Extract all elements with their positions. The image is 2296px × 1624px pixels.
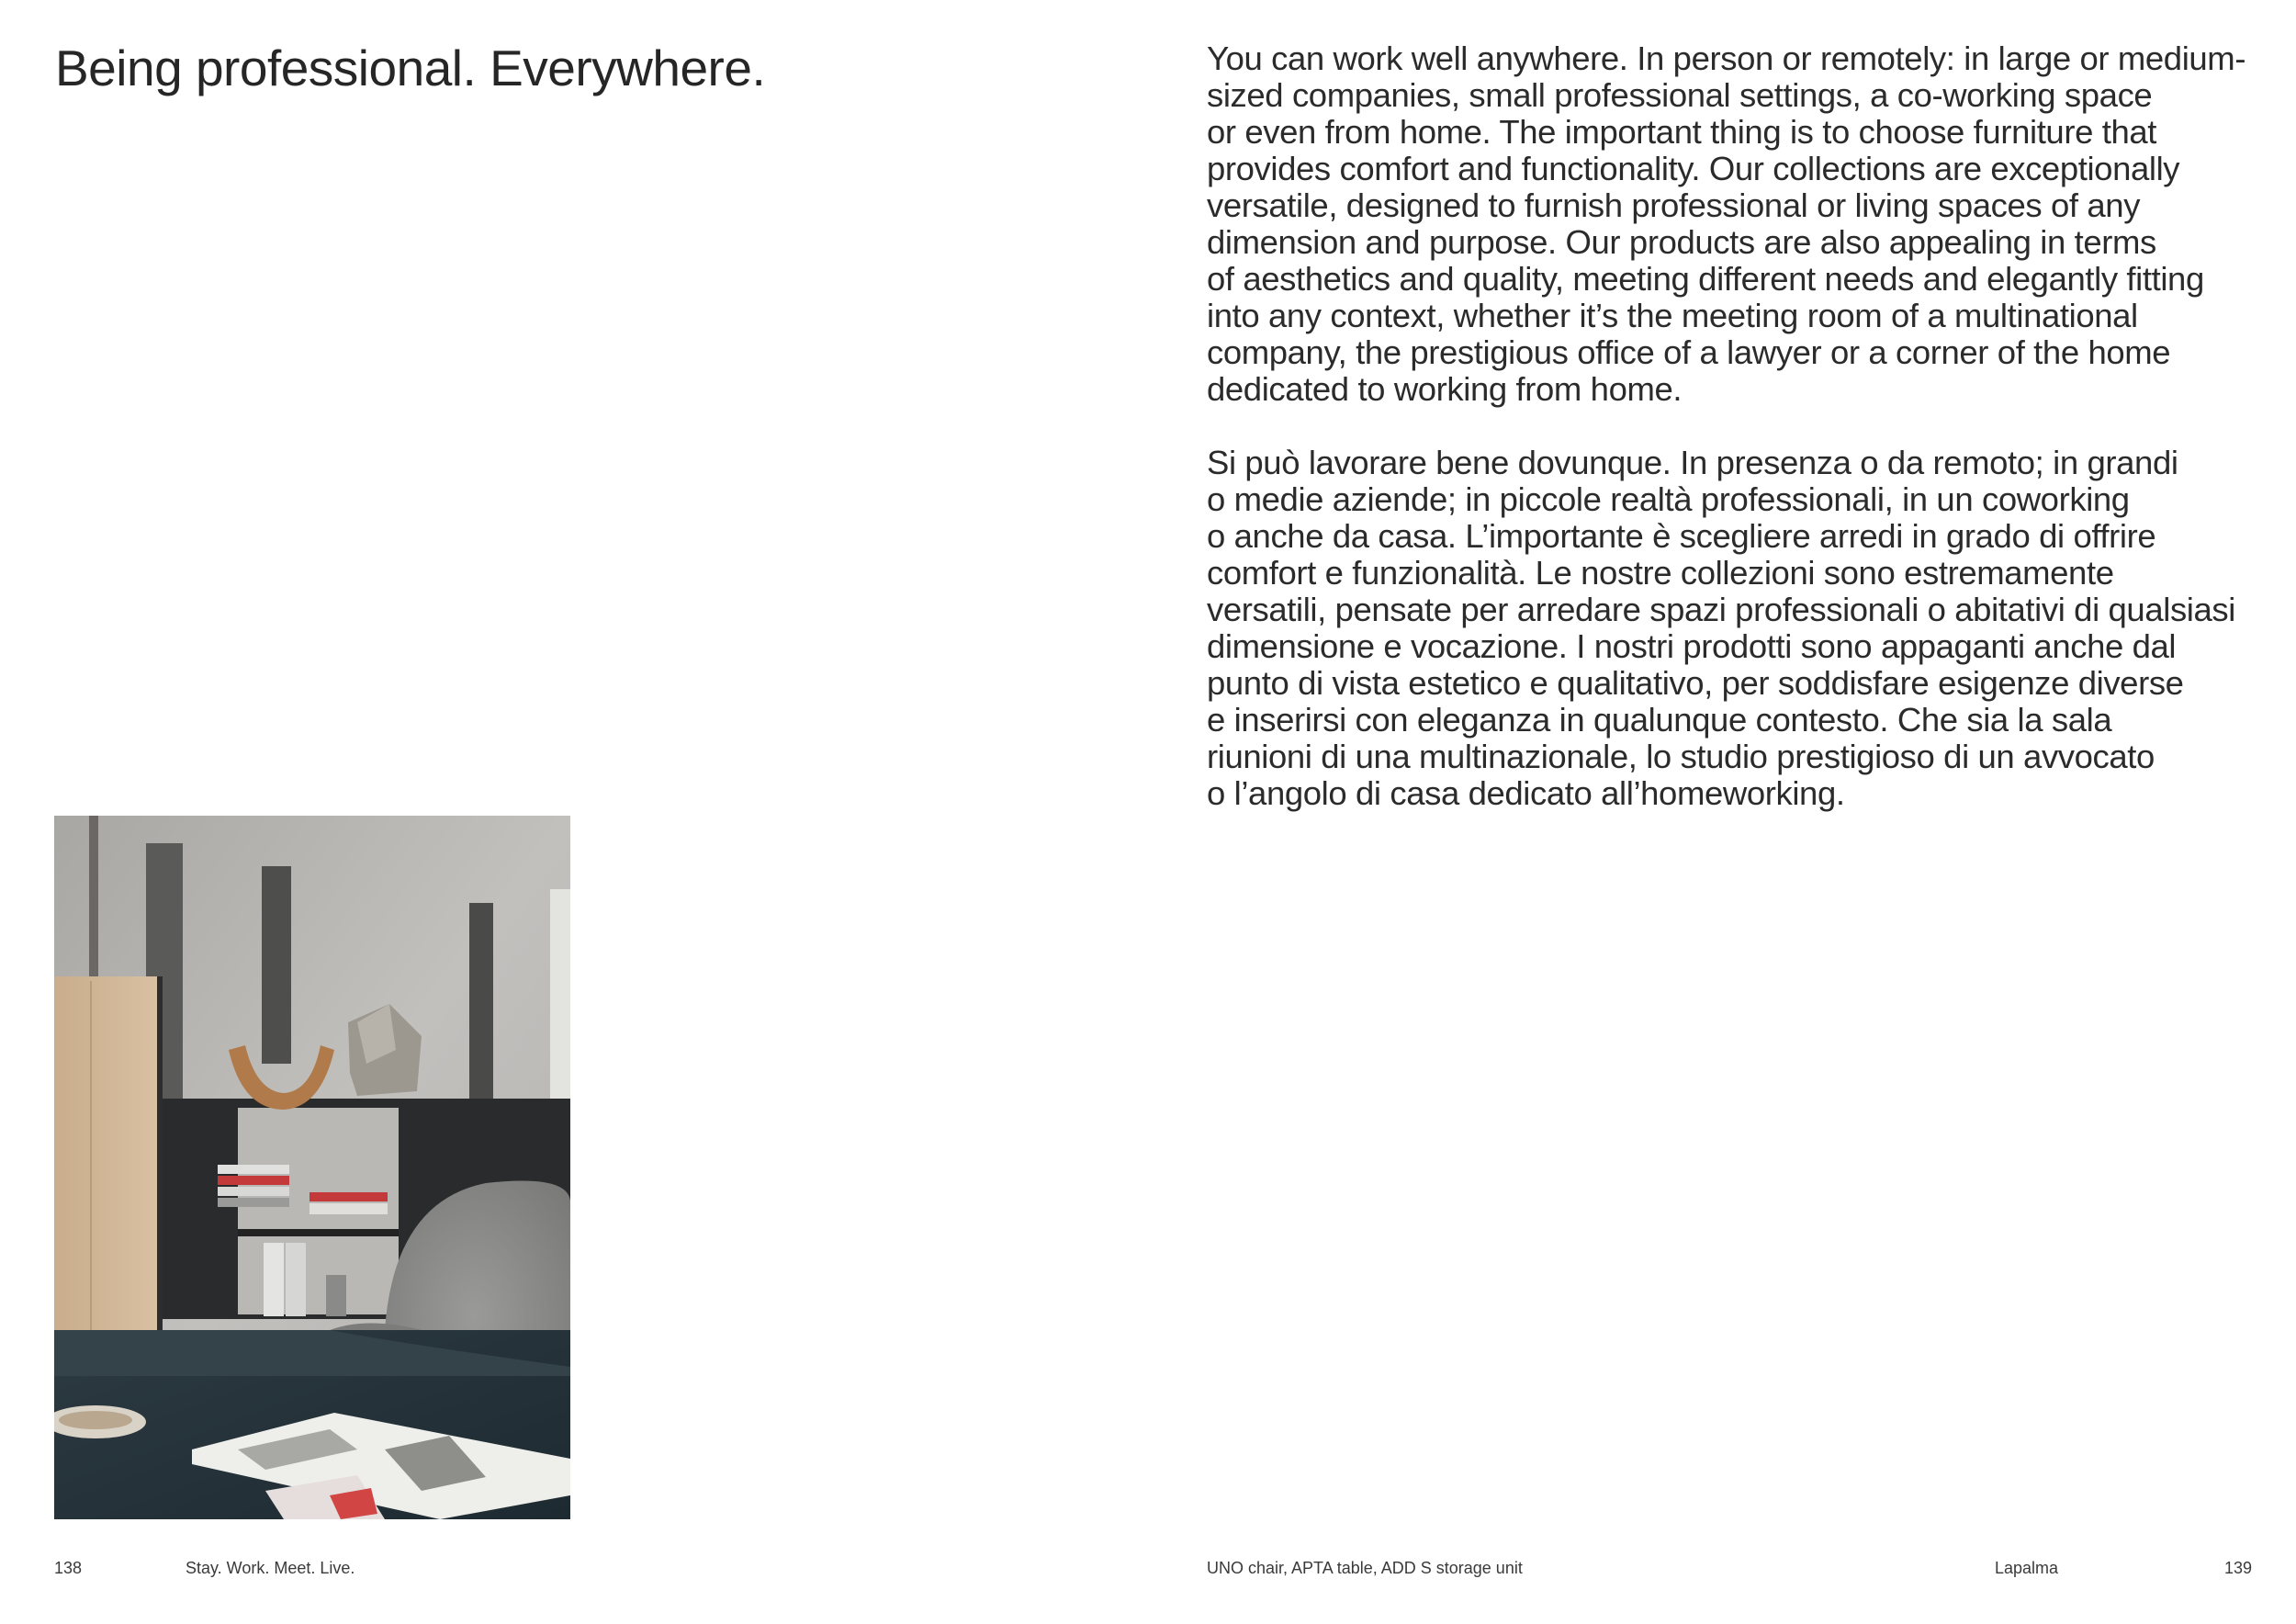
brand-name: Lapalma xyxy=(1995,1559,2059,1577)
left-page-number: 138 xyxy=(54,1559,83,1577)
photo-caption: UNO chair, APTA table, ADD S storage unit xyxy=(1207,1559,1523,1577)
body-copy xyxy=(1207,40,2290,812)
paragraph-italian: Si può lavorare bene dovunque. In presenza o da remoto; in grandi o medie aziende; in piccole realtà professionali, in un coworking o anche da casa. L’importante è scegliere arredi in grado di offrire comfort e funzionalità. Le nostre collezioni sono estremamente versatili, pensate per arredare spazi professionali o abitativi di qualsiasi dimensione e vocazione. I nostri prodotti sono appaganti anche dal punto di vista estetico e qualitativo, per soddisfare esigenze diverse e inserirsi con eleganza in qualunque contesto. Che sia la sala riunioni di una multinazionale, lo studio prestigioso di un avvocato o l’angolo di casa dedicato all’homeworking. xyxy=(1207,444,2235,812)
page-heading: Being professional. Everywhere. xyxy=(55,39,766,96)
paragraph-english: You can work well anywhere. In person or remotely: in large or medium- sized companies, small professional settings, a co-working space or even from home. The important thing is to choose furniture that provides comfort and functionality. Our collections are exceptionally versatile, designed to furnish professional or living spaces of any dimension and purpose. Our products are also appealing in terms of aesthetics and quality, meeting different needs and elegantly fitting into any context, whether it’s the meeting room of a multinational company, the prestigious office of a lawyer or a corner of the home dedicated to working from home. xyxy=(1207,39,2246,408)
office-interior-photo xyxy=(54,816,570,1519)
right-page-number: 139 xyxy=(2223,1559,2252,1577)
left-tagline: Stay. Work. Meet. Live. xyxy=(186,1559,355,1577)
